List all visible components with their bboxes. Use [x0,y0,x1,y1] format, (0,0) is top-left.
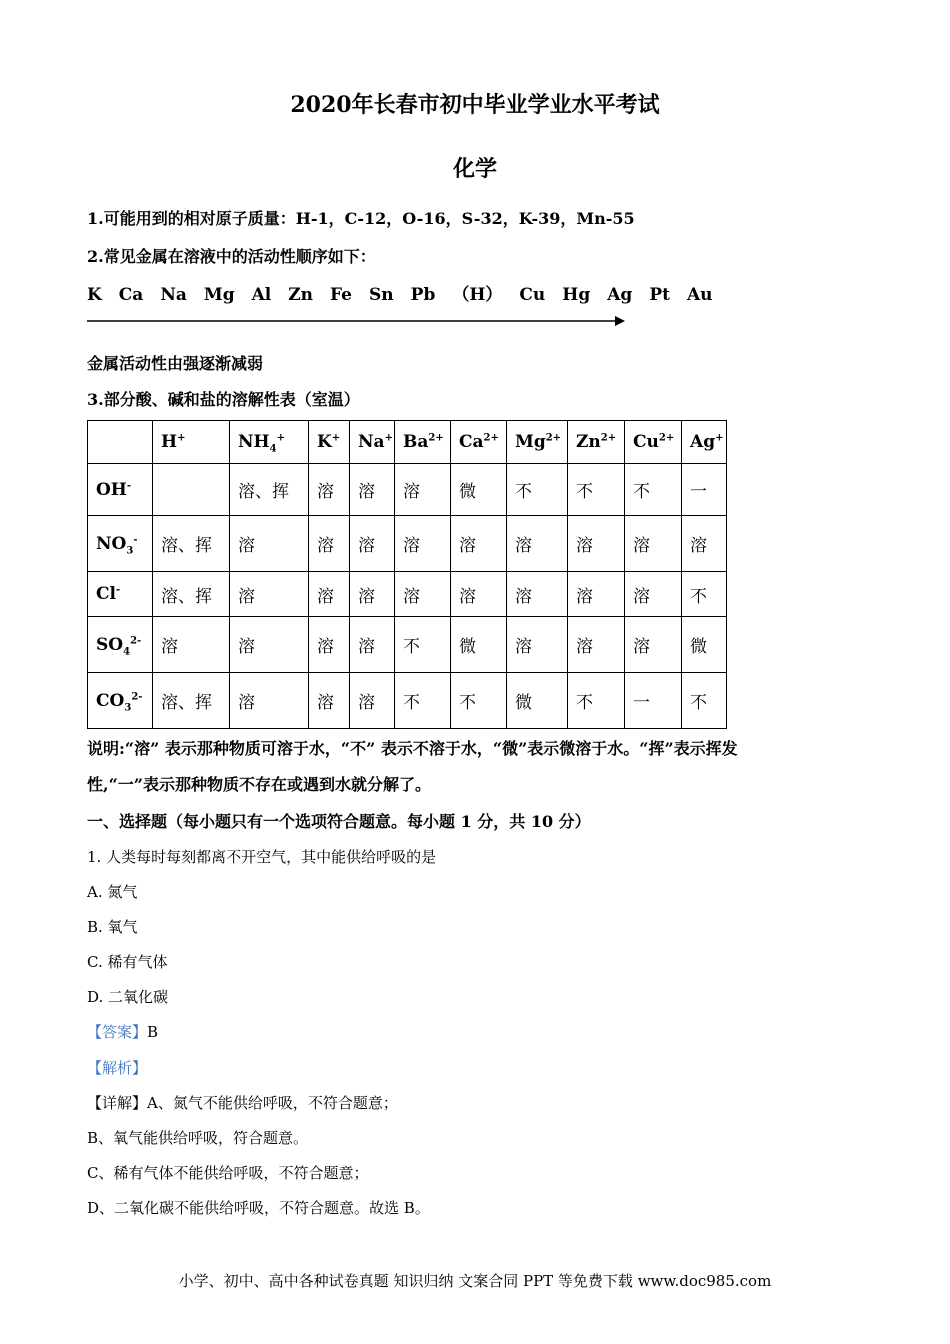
solubility-cell: 溶 [507,516,568,572]
ion-formula [96,480,131,500]
table-explanation-line2: 性,“一”表示那种物质不存在或遇到水就分解了。 [87,775,431,794]
cation-header [451,421,507,464]
ion-subscript: 3 [124,701,132,713]
solubility-cell: 不 [625,464,682,516]
ion-formula [576,432,616,452]
metal-symbol: Au [686,285,713,305]
ion-formula [403,432,444,452]
solubility-cell: 溶 [153,617,230,673]
detail-tag: 【详解】 [87,1094,148,1112]
ion-charge: + [276,432,285,444]
metal-symbol: Zn [288,285,314,305]
cation-header [153,421,230,464]
solubility-cell: 微 [682,617,727,673]
cation-header [682,421,727,464]
anion-header [88,464,153,516]
solubility-cell: 溶 [568,617,625,673]
table-corner-cell [88,421,153,464]
solubility-cell: 不 [395,617,451,673]
detail-line-1 [87,1092,398,1113]
ion-base: Ag [690,432,716,452]
note-atomic-masses: 1.可能用到的相对原子质量：H-1，C-12，O-16，S-32，K-39，Mn-55 [87,209,635,228]
solubility-cell: 溶 [309,673,350,729]
solubility-cell: 一 [625,673,682,729]
detail-line-4: D、二氧化碳不能供给呼吸，不符合题意。故选 B。 [87,1199,430,1217]
ion-charge: 2+ [428,432,444,444]
ion-charge: - [116,584,121,596]
solubility-cell: 溶 [568,572,625,617]
solubility-cell: 溶 [625,572,682,617]
metal-symbol: Cu [519,285,546,305]
solubility-cell: 不 [395,673,451,729]
metal-symbol: Fe [330,285,353,305]
solubility-cell: 溶 [395,572,451,617]
ion-base: Cl [96,584,116,604]
ion-base: NO [96,533,127,554]
cation-header [568,421,625,464]
question-1: 1. 人类每时每刻都离不开空气，其中能供给呼吸的是 [87,848,437,866]
answer-line [87,1021,158,1042]
metal-symbol: Ag [607,285,633,305]
ion-charge: - [126,479,132,491]
option-c: C. 稀有气体 [87,953,168,971]
subject-title: 化学 [452,156,497,182]
solubility-cell: 溶 [507,572,568,617]
answer-tag: 【答案】 [87,1023,148,1041]
ion-charge: 2+ [658,432,675,444]
ion-formula [690,432,723,452]
detail-line-3: C、稀有气体不能供给呼吸，不符合题意； [87,1164,369,1182]
table-explanation-line1: 说明:“溶” 表示那种物质可溶于水，“不” 表示不溶于水，“微”表示微溶于水。“挥”表示挥发 [87,739,738,758]
solubility-cell: 溶 [395,516,451,572]
ion-base: CO [96,690,125,711]
ion-subscript: 3 [126,544,134,556]
ion-charge: - [133,533,138,545]
ion-charge: 2+ [600,432,617,444]
cation-header [350,421,395,464]
cation-header [395,421,451,464]
solubility-cell: 不 [451,673,507,729]
ion-base: SO [96,634,124,655]
ion-formula [515,432,561,452]
metal-symbol: Al [251,285,272,305]
solubility-cell: 不 [682,673,727,729]
option-d: D. 二氧化碳 [87,988,169,1006]
ion-charge: + [715,432,724,444]
analysis-tag: 【解析】 [87,1059,148,1077]
ion-base: Ba [403,432,429,452]
ion-subscript: 4 [269,443,277,455]
ion-charge: + [384,432,393,444]
solubility-cell: 溶、挥 [153,516,230,572]
ion-base: K [317,432,332,452]
ion-formula [96,691,142,711]
metal-symbol: Sn [369,285,394,305]
detail-line-2: B、氧气能供给呼吸，符合题意。 [87,1129,309,1147]
solubility-cell: 溶 [682,516,727,572]
ion-charge: + [177,432,186,444]
ion-base: H [161,432,178,452]
table-row [88,464,727,516]
solubility-cell: 溶 [230,516,309,572]
solubility-cell: 溶 [309,516,350,572]
ion-charge: 2+ [545,432,562,444]
ion-formula [317,432,340,452]
ion-subscript: 4 [123,645,131,657]
solubility-cell: 溶 [625,516,682,572]
ion-base: Ca [459,432,484,452]
solubility-cell: 溶 [350,617,395,673]
solubility-cell: 溶 [507,617,568,673]
option-a: A. 氮气 [87,883,138,901]
anion-header [88,572,153,617]
solubility-cell: 溶 [309,617,350,673]
metal-symbol: Hg [562,285,591,305]
solubility-cell: 微 [451,464,507,516]
solubility-cell: 溶、挥 [153,572,230,617]
ion-formula [96,584,120,604]
solubility-cell: 溶 [568,516,625,572]
metal-symbol: K [87,285,102,305]
metal-symbol: （H） [452,285,503,305]
table-row [88,617,727,673]
solubility-cell: 溶、挥 [153,673,230,729]
ion-base: Na [358,432,385,452]
option-b: B. 氧气 [87,918,138,936]
solubility-cell: 不 [682,572,727,617]
anion-header [88,673,153,729]
ion-charge: 2- [131,690,143,702]
ion-base: NH [238,432,270,452]
table-row [88,516,727,572]
metal-symbol: Mg [203,285,235,305]
anion-header [88,617,153,673]
solubility-cell: 溶 [230,673,309,729]
ion-base: OH [96,479,127,500]
ion-formula [633,432,674,452]
cation-header [507,421,568,464]
solubility-cell: 溶 [350,464,395,516]
solubility-cell: 溶 [309,572,350,617]
ion-charge: 2+ [483,432,499,444]
ion-formula [238,432,285,455]
ion-charge: 2- [130,634,142,646]
ion-formula [96,635,141,655]
note-activity-series: 2.常见金属在溶液中的活动性顺序如下： [87,247,376,266]
ion-formula [459,432,499,452]
metal-symbol: Pt [649,285,670,305]
solubility-cell: 溶 [230,617,309,673]
solubility-cell: 溶 [451,572,507,617]
detail-text-1: A、氮气不能供给呼吸，不符合题意； [147,1094,398,1112]
cation-header [625,421,682,464]
cation-header [309,421,350,464]
activity-caption: 金属活动性由强逐渐减弱 [87,354,264,373]
solubility-cell: 溶 [350,516,395,572]
cation-header [230,421,309,464]
exam-title: 2020年长春市初中毕业学业水平考试 [290,92,660,118]
solubility-cell: 溶 [350,572,395,617]
metal-symbol: Ca [118,285,144,305]
solubility-cell: 微 [507,673,568,729]
solubility-cell: 溶、挥 [230,464,309,516]
metal-activity-list [87,280,730,305]
solubility-cell: 溶 [230,572,309,617]
solubility-cell [153,464,230,516]
page-footer: 小学、初中、高中各种试卷真题 知识归纳 文案合同 PPT 等免费下载 www.doc985.com [178,1272,772,1290]
solubility-cell: 微 [451,617,507,673]
solubility-cell: 不 [568,673,625,729]
table-row [88,673,727,729]
metal-symbol: Pb [410,285,436,305]
answer-value: B [147,1023,159,1041]
ion-base: Zn [576,432,601,452]
ion-formula [161,432,185,452]
table-header-row [88,421,727,464]
solubility-cell: 溶 [451,516,507,572]
ion-formula [358,432,393,452]
solubility-cell: 不 [568,464,625,516]
note-solubility: 3.部分酸、碱和盐的溶解性表（室温） [87,390,360,409]
anion-header [88,516,153,572]
ion-base: Cu [633,432,659,452]
solubility-cell: 溶 [395,464,451,516]
ion-formula [96,534,137,554]
solubility-cell: 溶 [625,617,682,673]
table-row [88,572,727,617]
ion-charge: + [331,432,341,444]
activity-arrow [87,314,627,328]
ion-base: Mg [515,432,546,452]
solubility-table [87,420,727,729]
solubility-cell: 溶 [309,464,350,516]
solubility-cell: 一 [682,464,727,516]
section-heading: 一、选择题（每小题只有一个选项符合题意。每小题 1 分，共 10 分） [87,812,591,831]
solubility-cell: 溶 [350,673,395,729]
metal-symbol: Na [160,285,187,305]
solubility-cell: 不 [507,464,568,516]
